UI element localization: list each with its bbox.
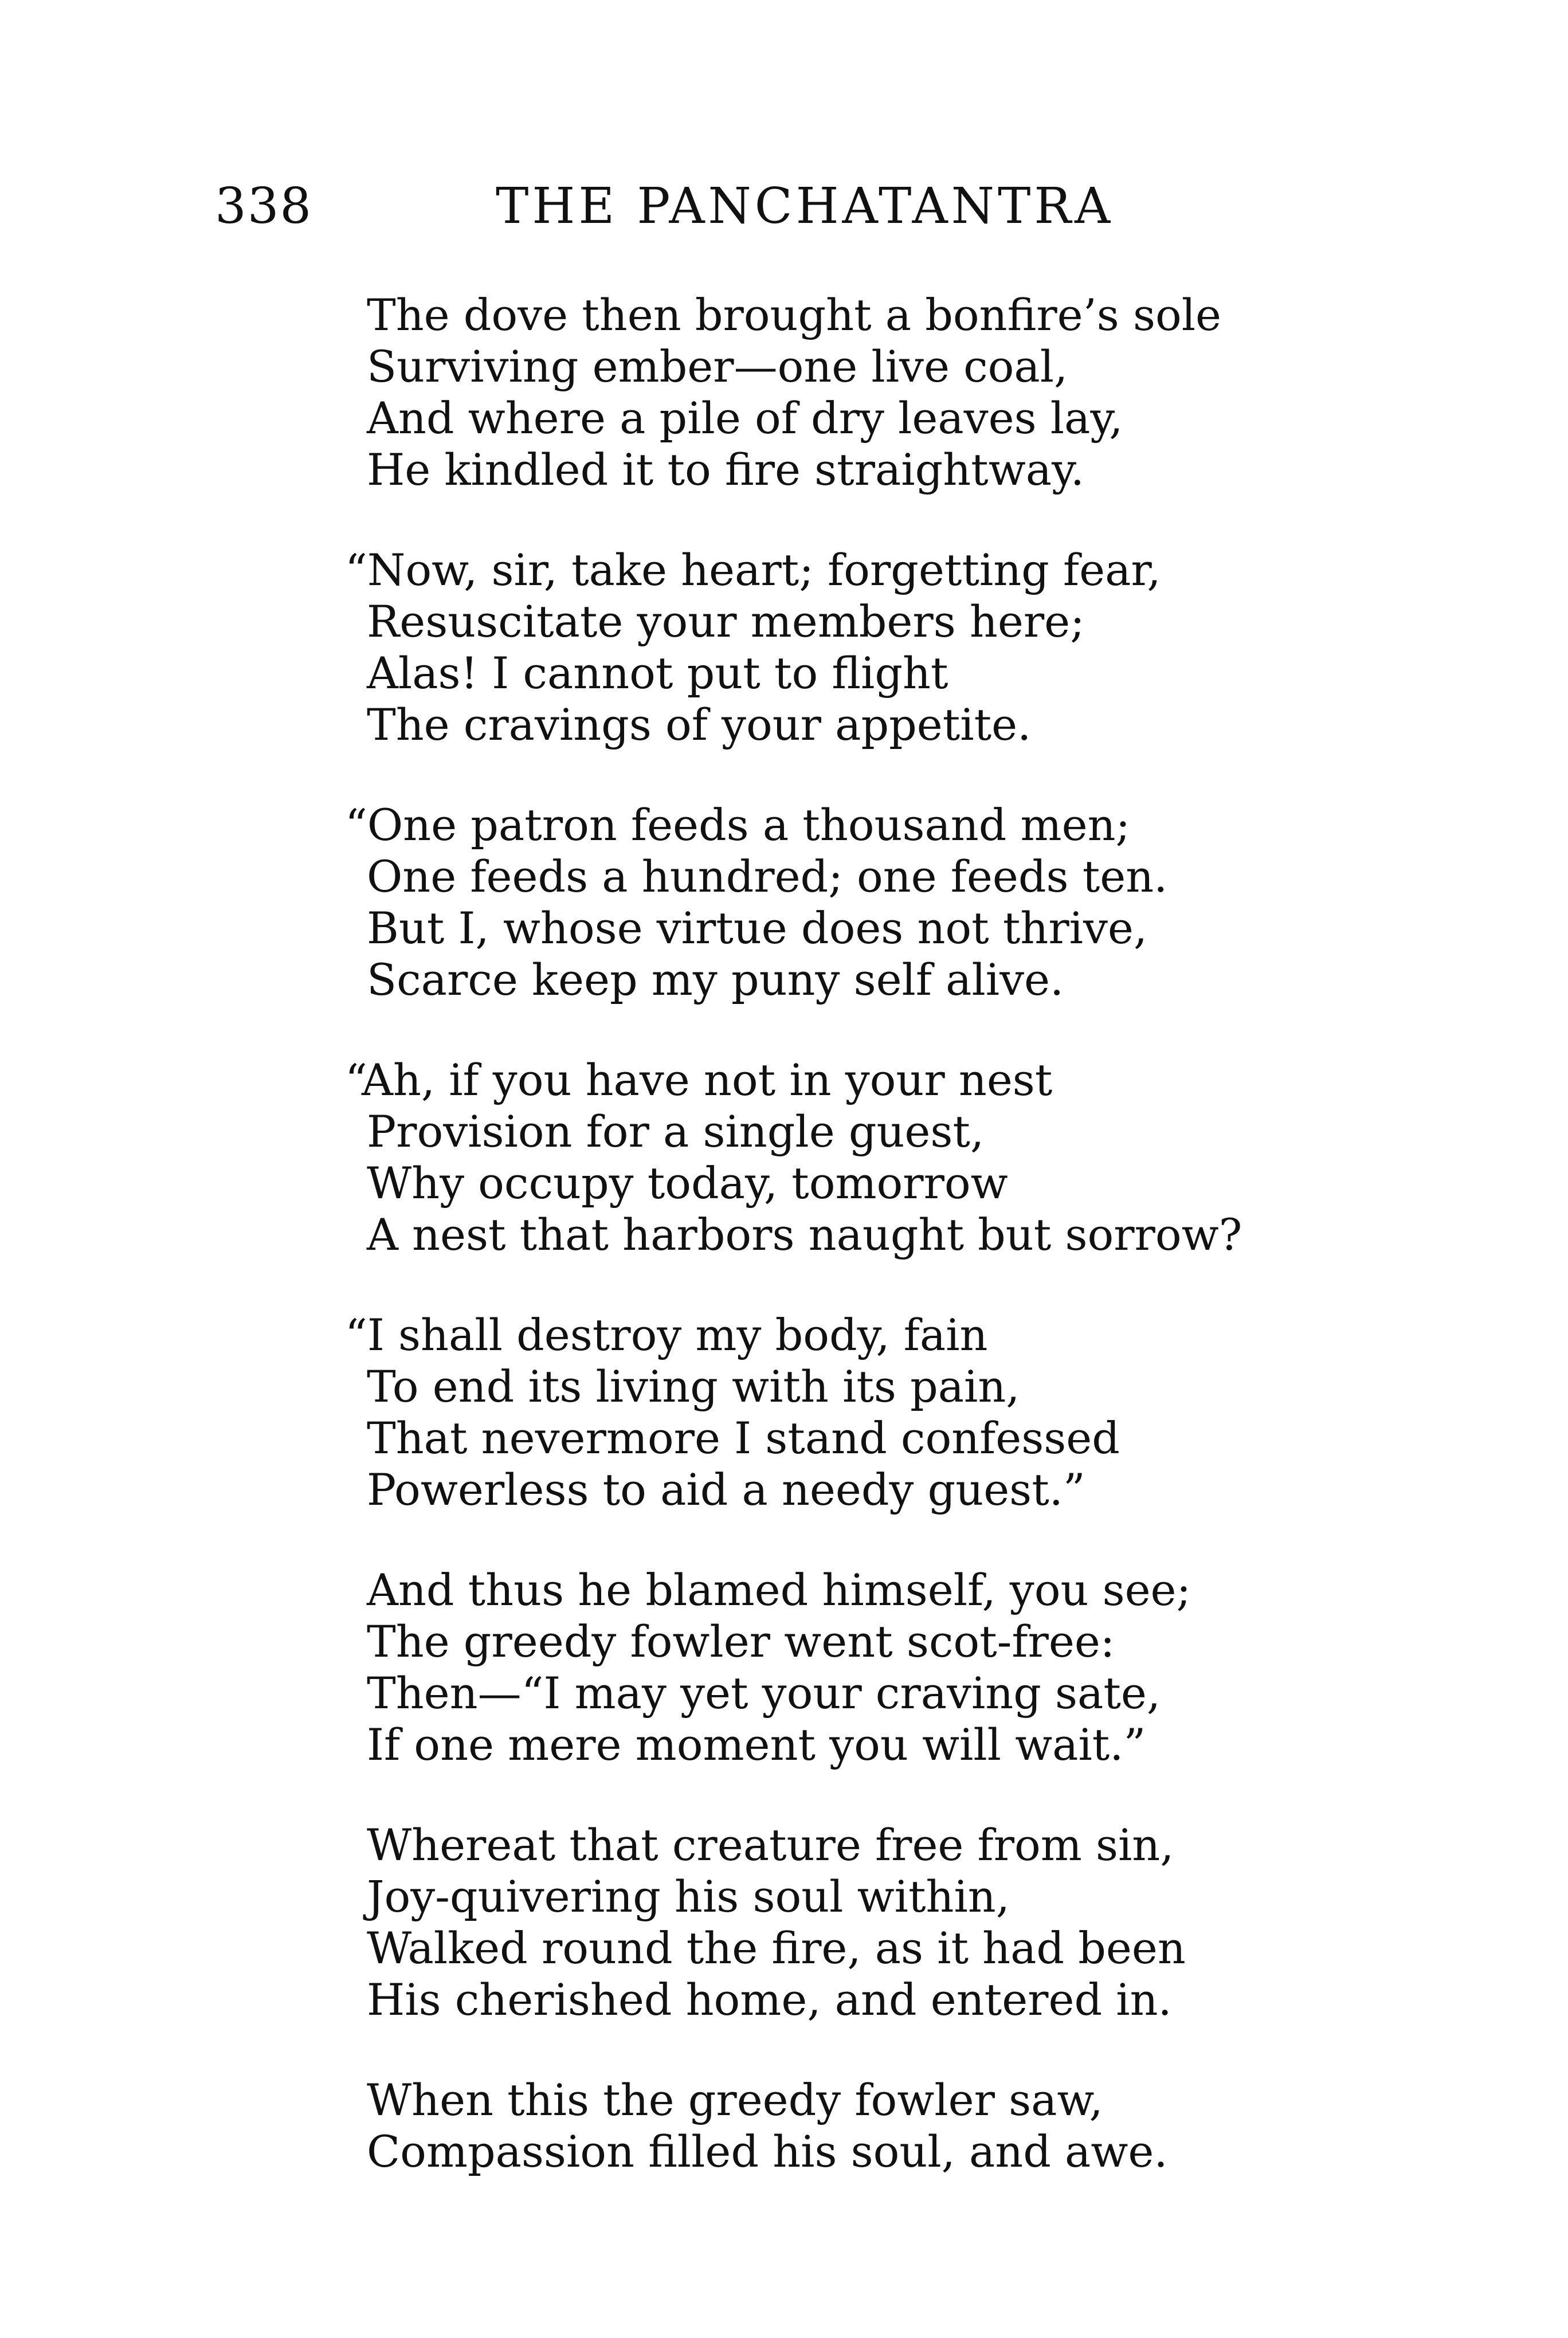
poem-line: Why occupy today, tomorrow: [367, 1158, 1008, 1209]
running-title: THE PANCHATANTRA: [496, 178, 1114, 235]
poem-line: To end its living with its pain,: [367, 1361, 1020, 1412]
poem-line: He kindled it to fire straightway.: [367, 444, 1085, 495]
stanza: [345, 1054, 1398, 1261]
poem-line: Walked round the fire, as it had been: [367, 1923, 1186, 1974]
stanza: [345, 1309, 1398, 1516]
poem-line: “Now, sir, take heart; forgetting fear,: [345, 544, 1161, 595]
poem-line: “One patron feeds a thousand men;: [345, 799, 1131, 850]
poem-line: A nest that harbors naught but sorrow?: [367, 1209, 1242, 1260]
poem-line: Joy-quivering his soul within,: [367, 1871, 1010, 1922]
stanza: [367, 289, 1398, 496]
poem-line: One feeds a hundred; one feeds ten.: [367, 851, 1168, 902]
poem-line: And thus he blamed himself, you see;: [367, 1564, 1191, 1615]
poem-line: If one mere moment you will wait.”: [367, 1719, 1146, 1770]
stanza: [345, 544, 1398, 751]
page-number: 338: [215, 178, 313, 235]
poem-line: “Ah, if you have not in your nest: [345, 1054, 1053, 1105]
poem-line: Then—“I may yet your craving sate,: [367, 1668, 1161, 1719]
poem-line: The greedy fowler went scot-free:: [367, 1616, 1115, 1667]
poem-line: Powerless to aid a needy guest.”: [367, 1464, 1085, 1515]
poem-line: The dove then brought a bonfire’s sole: [367, 289, 1221, 340]
stanza: [345, 799, 1398, 1006]
poem: [345, 289, 1398, 2226]
poem-line: Compassion filled his soul, and awe.: [367, 2126, 1168, 2177]
poem-line: Surviving ember—one live coal,: [367, 341, 1068, 392]
poem-line: Scarce keep my puny self alive.: [367, 954, 1064, 1005]
poem-line: “I shall destroy my body, fain: [345, 1309, 988, 1360]
stanza: [367, 1564, 1398, 1771]
poem-line: That nevermore I stand confessed: [367, 1413, 1120, 1464]
poem-line: Provision for a single guest,: [367, 1106, 985, 1157]
poem-line: The cravings of your appetite.: [367, 699, 1032, 750]
poem-line: His cherished home, and entered in.: [367, 1974, 1172, 2025]
poem-line: Whereat that creature free from sin,: [367, 1819, 1174, 1870]
page-header: [0, 172, 1568, 241]
poem-line: And where a pile of dry leaves lay,: [367, 393, 1123, 444]
poem-line: But I, whose virtue does not thrive,: [367, 903, 1148, 954]
poem-line: Alas! I cannot put to flight: [367, 648, 948, 699]
stanza: [367, 2074, 1398, 2178]
poem-line: When this the greedy fowler saw,: [367, 2074, 1103, 2125]
poem-line: Resuscitate your members here;: [367, 596, 1085, 647]
stanza: [367, 1819, 1398, 2026]
